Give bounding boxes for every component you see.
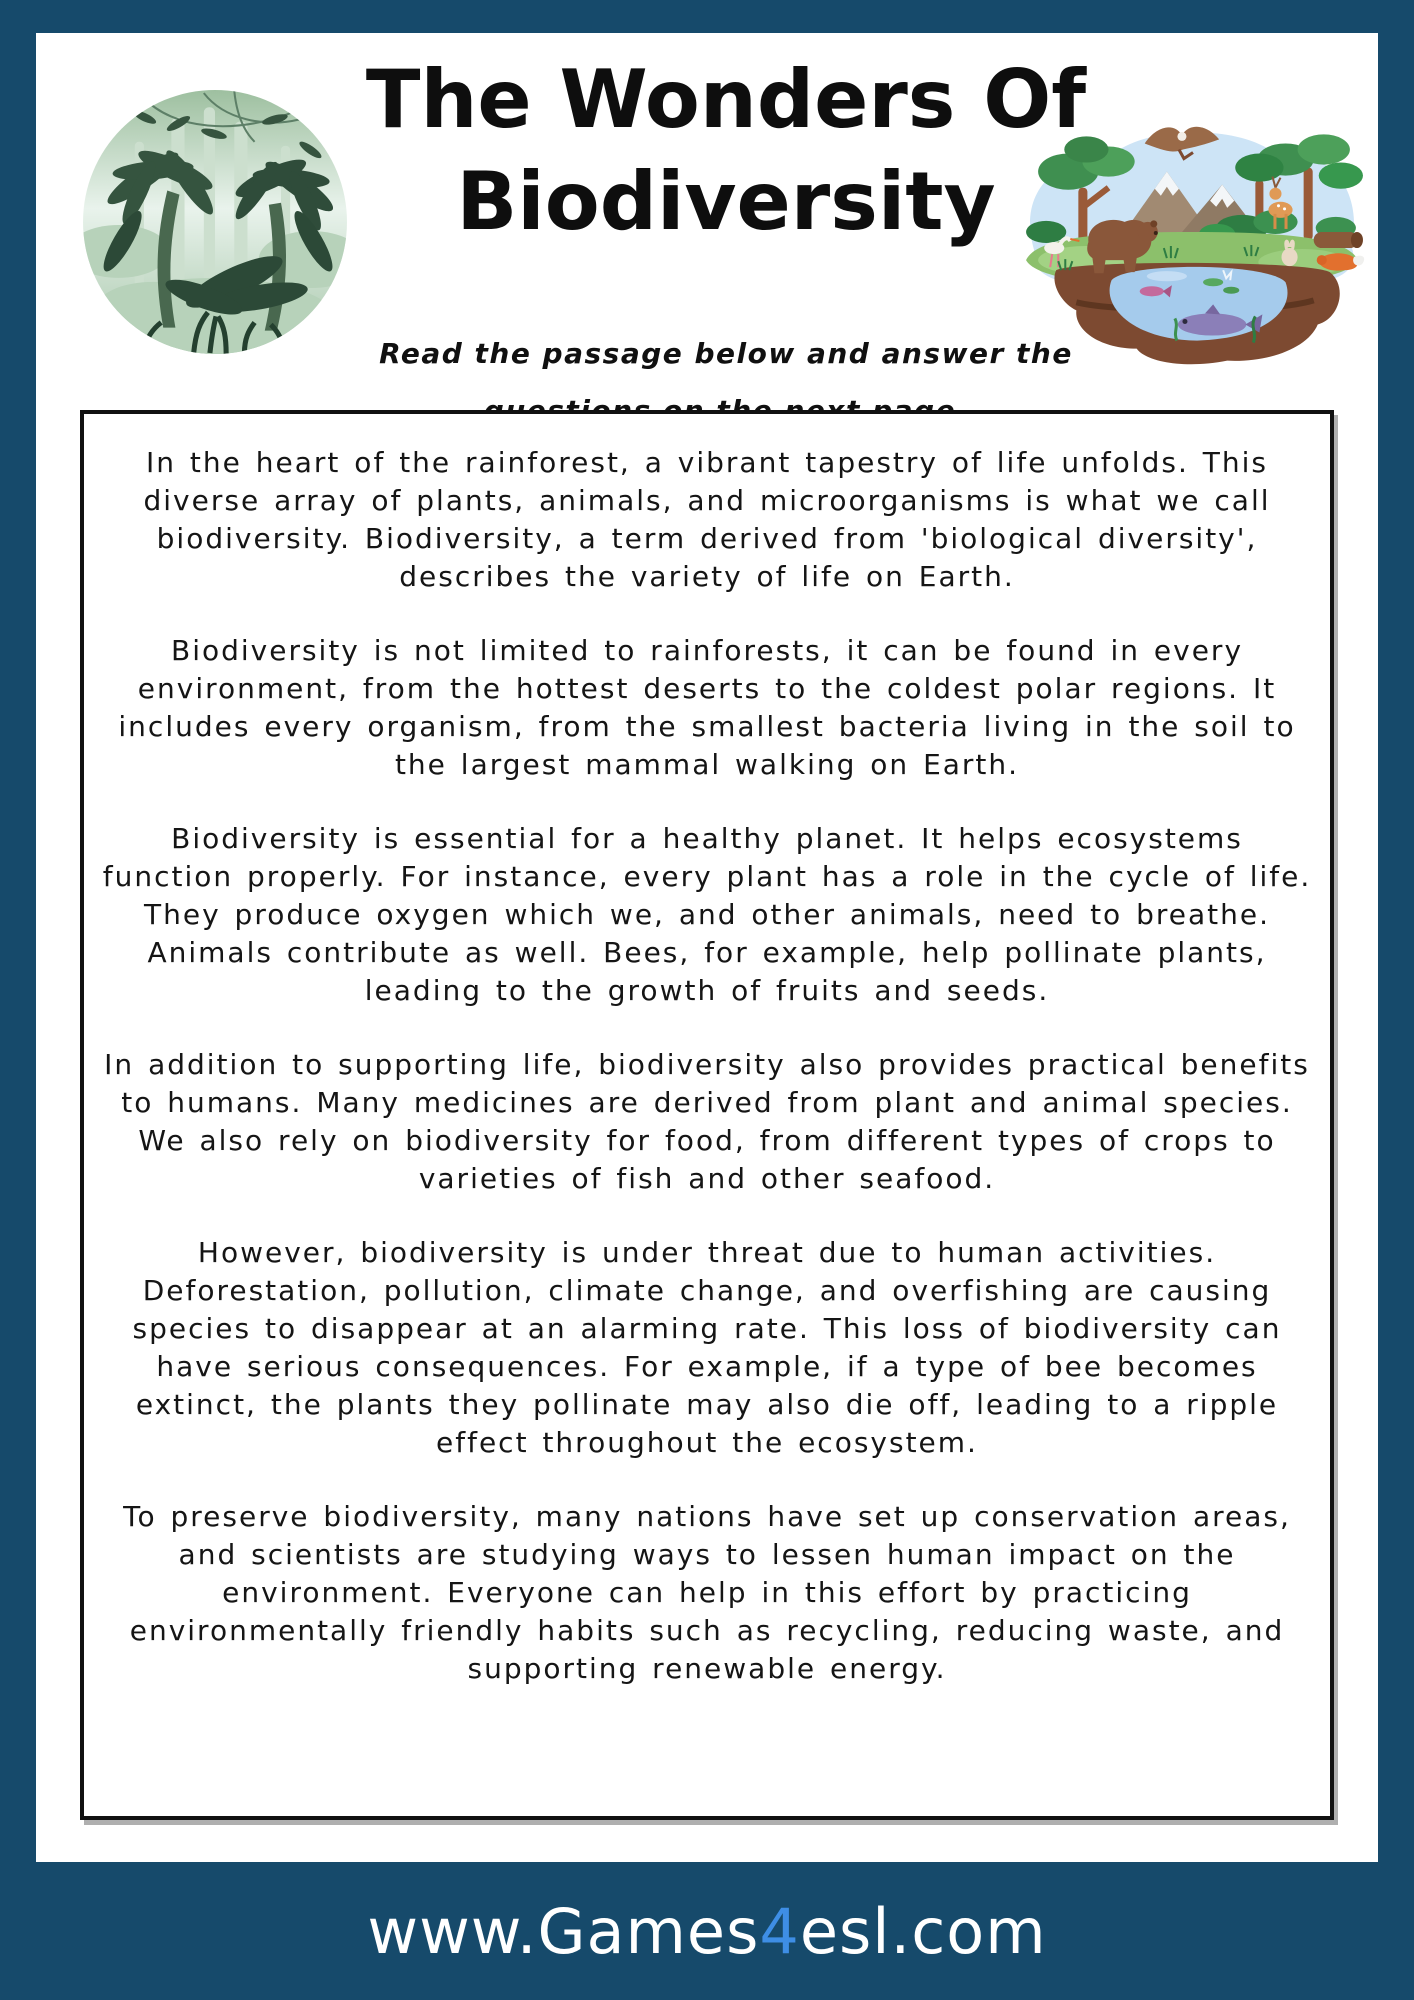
passage-box	[80, 410, 1334, 1820]
website-link-highlight: 4	[759, 1894, 800, 1968]
website-link[interactable]	[367, 1895, 1046, 1968]
passage-paragraph: However, biodiversity is under threat due to human activities. Deforestation, pollution, climate change, and overfishing are causing species to disappear at an alarming rate. This loss of biodiversity can have serious consequences. For example, if a type of bee becomes extinct, the plants they pollinate may also die off, leading to a ripple effect throughout the ecosystem.	[132, 1236, 1282, 1459]
passage-paragraph: Biodiversity is essential for a healthy planet. It helps ecosystems function properly. For instance, every plant has a role in the cycle of life. They produce oxygen which we, and other animals, need to breathe. Animals contribute as well. Bees, for example, help pollinate plants, leading to the growth of fruits and seeds.	[102, 822, 1312, 1007]
footer-bar	[0, 1862, 1414, 2000]
passage-paragraph: Biodiversity is not limited to rainforests, it can be found in every environment, from the hottest deserts to the coldest polar regions. It includes every organism, from the smallest bacteria living in the soil to the largest mammal walking on Earth.	[118, 634, 1296, 781]
instructions-line-1: Read the passage below and answer the	[379, 337, 1073, 370]
passage-paragraph: In addition to supporting life, biodiversity also provides practical benefits to humans. Many medicines are derived from plant and animal species. We also rely on biodiversity for food, from different types of crops to varieties of fish and other seafood.	[104, 1048, 1310, 1195]
worksheet-page	[36, 33, 1378, 1862]
log-icon	[1314, 232, 1363, 248]
website-link-prefix: www.Games	[367, 1894, 760, 1968]
page-title-line-2: Biodiversity	[456, 155, 996, 248]
passage-paragraph: In the heart of the rainforest, a vibrant tapestry of life unfolds. This diverse array of plants, animals, and microorganisms is what we call biodiversity. Biodiversity, a term derived from 'biological diversity', describes the variety of life on Earth.	[143, 446, 1271, 593]
page-title	[306, 49, 1146, 253]
page-title-line-1: The Wonders Of	[365, 53, 1087, 146]
website-link-suffix: esl.com	[799, 1894, 1047, 1968]
passage-paragraph: To preserve biodiversity, many nations have set up conservation areas, and scientists are studying ways to lessen human impact on the environment. Everyone can help in this effort by practicing environmentally friendly habits such as recycling, reducing waste, and supporting renewable energy.	[123, 1500, 1291, 1685]
